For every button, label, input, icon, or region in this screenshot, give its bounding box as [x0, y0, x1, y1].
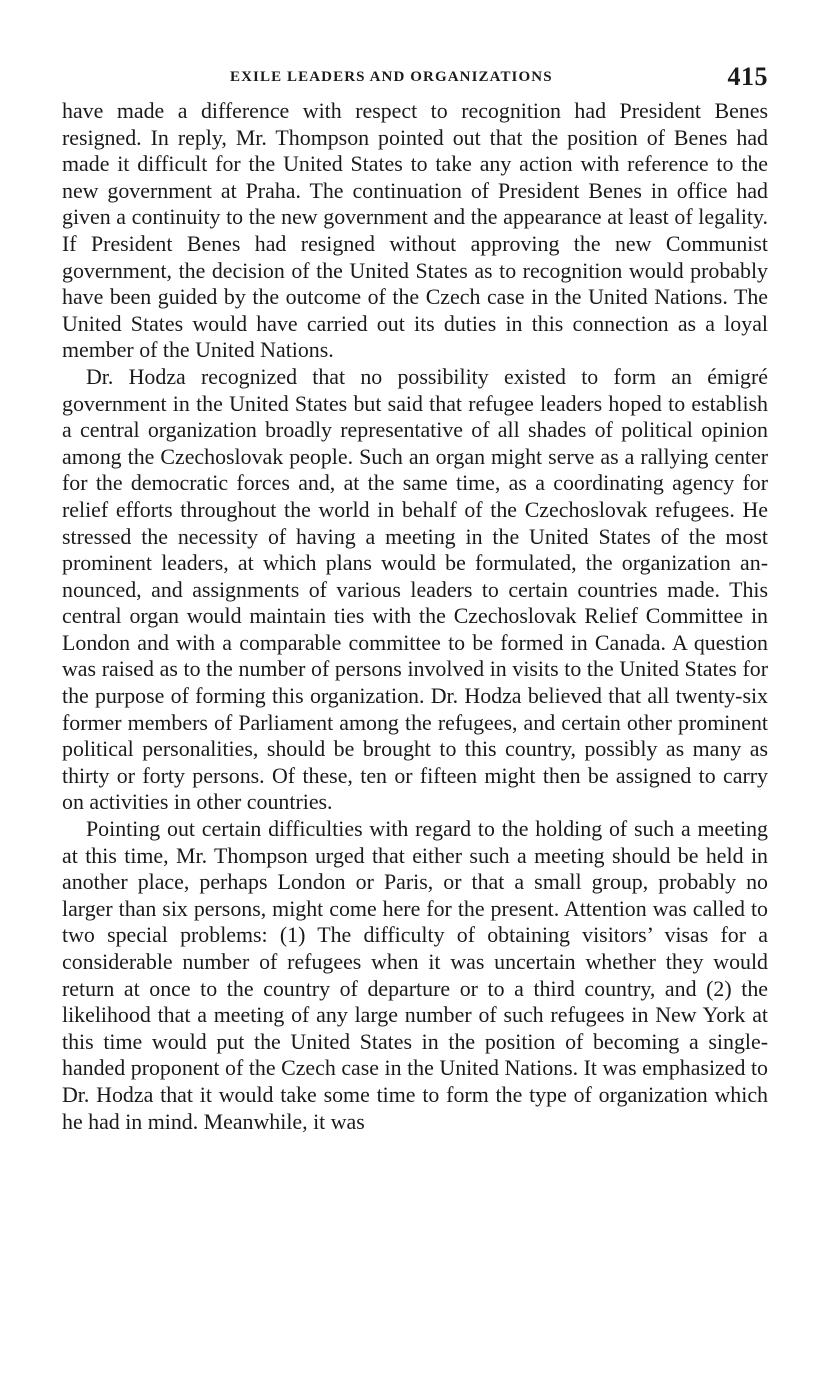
page-number: 415 [727, 62, 768, 91]
book-page [62, 58, 768, 1135]
running-head [62, 58, 768, 98]
running-title: EXILE LEADERS AND ORGANIZATIONS [230, 69, 553, 85]
paragraph-continued: have made a difference with respect to recognition had President Benes resigned. In reply, Mr. Thompson pointed out that the position of Benes had made it difficult for the United States to take any action with reference to the new government at Praha. The continuation of President Benes in office had given a continuity to the new government and the appearance at least of legality. If President Benes had resigned without approving the new Communist government, the decision of the United States as to recognition would probably have been guided by the outcome of the Czech case in the United Nations. The United States would have carried out its duties in this connection as a loyal member of the United Nations. [62, 98, 768, 363]
paragraph-thompson-reply: Pointing out certain difficulties with regard to the holding of such a meeting at this time, Mr. Thompson urged that either such a meeting should be held in another place, perhaps London or Paris, or that a small group, probably no larger than six persons, might come here for the present. Attention was called to two special problems: (1) The difficulty of obtaining visitors’ visas for a considerable number of refugees when it was uncertain whether they would return at once to the country of departure or to a third country, and (2) the likelihood that a meeting of any large number of such refugees in New York at this time would put the United States in the position of becoming a single-handed proponent of the Czech case in the United Nations. It was emphasized to Dr. Hodza that it would take some time to form the type of organization which he had in mind. Meanwhile, it was [62, 816, 768, 1134]
paragraph-hodza-proposal: Dr. Hodza recognized that no possibility existed to form an émigré government in the United States but said that refugee leaders hoped to establish a central organization broadly representative of all shades of political opinion among the Czechoslovak people. Such an organ might serve as a rallying center for the democratic forces and, at the same time, as a coordinating agency for relief efforts throughout the world in behalf of the Czechoslovak refugees. He stressed the necessity of having a meeting in the United States of the most prominent leaders, at which plans would be formulated, the organization announced, and assignments of various leaders to certain countries made. This central organ would maintain ties with the Czechoslovak Relief Committee in London and with a comparable committee to be formed in Canada. A question was raised as to the number of persons involved in visits to the United States for the purpose of forming this organization. Dr. Hodza believed that all twenty-six former members of Parliament among the refugees, and certain other prominent political personalities, should be brought to this country, possibly as many as thirty or forty persons. Of these, ten or fifteen might then be assigned to carry on activities in other countries. [62, 363, 768, 815]
body-text [62, 98, 768, 1135]
